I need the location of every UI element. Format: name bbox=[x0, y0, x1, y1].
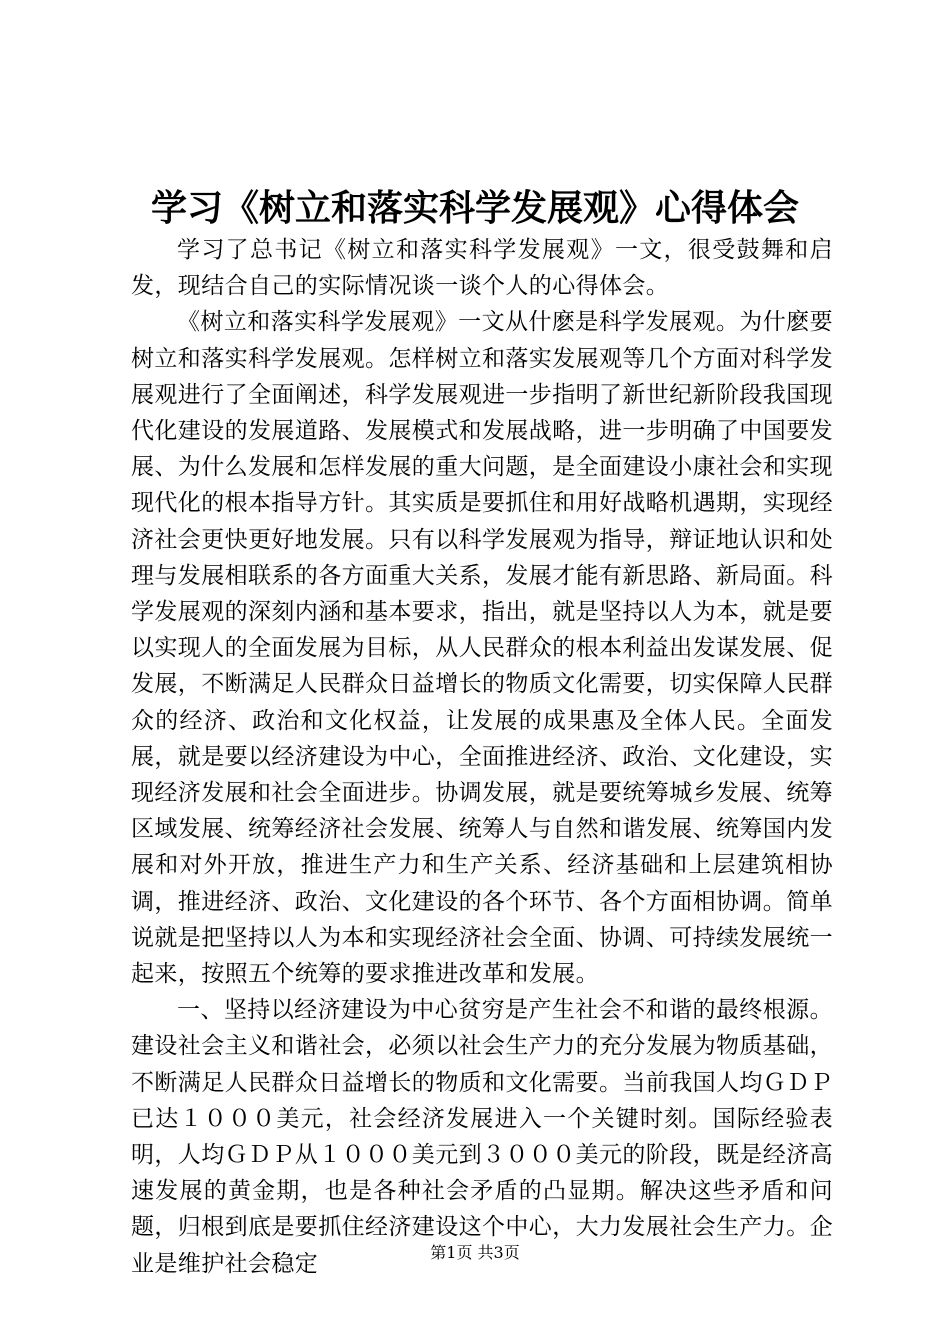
document-body bbox=[131, 232, 833, 1282]
paragraph-overview: 《树立和落实科学发展观》一文从什麽是科学发展观。为什麽要树立和落实科学发展观。怎样树立和落实发展观等几个方面对科学发展观进行了全面阐述，科学发展观进一步指明了新世纪新阶段我国现代化建设的发展道路、发展模式和发展战略，进一步明确了中国要发展、为什么发展和怎样发展的重大问题，是全面建设小康社会和实现现代化的根本指导方针。其实质是要抓住和用好战略机遇期，实现经济社会更快更好地发展。只有以科学发展观为指导，辩证地认识和处理与发展相联系的各方面重大关系，发展才能有新思路、新局面。科学发展观的深刻内涵和基本要求，指出，就是坚持以人为本，就是要以实现人的全面发展为目标，从人民群众的根本利益出发谋发展、促发展，不断满足人民群众日益增长的物质文化需要，切实保障人民群众的经济、政治和文化权益，让发展的成果惠及全体人民。全面发展，就是要以经济建设为中心，全面推进经济、政治、文化建设，实现经济发展和社会全面进步。协调发展，就是要统筹城乡发展、统筹区域发展、统筹经济社会发展、统筹人与自然和谐发展、统筹国内发展和对外开放，推进生产力和生产关系、经济基础和上层建筑相协调，推进经济、政治、文化建设的各个环节、各个方面相协调。简单说就是把坚持以人为本和实现经济社会全面、协调、可持续发展统一起来，按照五个统筹的要求推进改革和发展。 bbox=[131, 309, 833, 988]
paragraph-intro: 学习了总书记《树立和落实科学发展观》一文，很受鼓舞和启发，现结合自己的实际情况谈一谈个人的心得体会。 bbox=[131, 237, 833, 300]
document-title: 学习《树立和落实科学发展观》心得体会 bbox=[150, 187, 799, 229]
paragraph-section-one: 一、坚持以经济建设为中心贫穷是产生社会不和谐的最终根源。建设社会主义和谐社会，必须以社会生产力的充分发展为物质基础，不断满足人民群众日益增长的物质和文化需要。当前我国人均ＧＤＰ已达１０００美元，社会经济发展进入一个关键时刻。国际经验表明，人均ＧＤＰ从１０００美元到３０００美元的阶段，既是经济高速发展的黄金期，也是各种社会矛盾的凸显期。解决这些矛盾和问题，归根到底是要抓住经济建设这个中心，大力发展社会生产力。企业是维护社会稳定 bbox=[131, 997, 833, 1277]
page-footer: 第1页 共3页 bbox=[430, 1243, 520, 1262]
